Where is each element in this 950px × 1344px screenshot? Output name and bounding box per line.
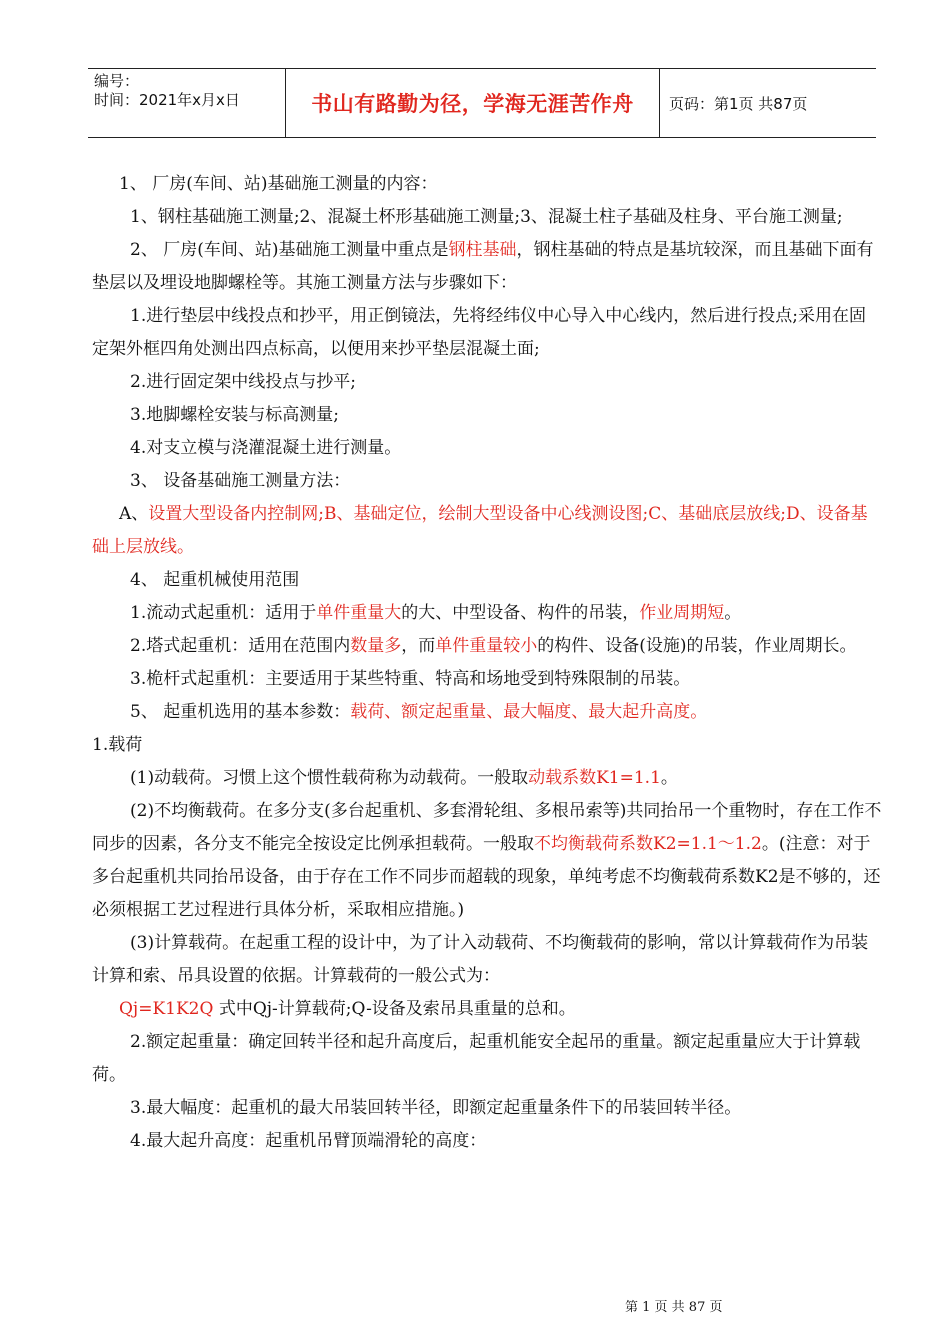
header-motto: 书山有路勤为径，学海无涯苦作舟: [286, 69, 660, 137]
crane-tower: 2.塔式起重机：适用在范围内数量多，而单件重量较小的构件、设备(设施)的吊装，作业周期长。: [130, 636, 857, 656]
unbalanced-load: (2)不均衡载荷。在多分支(多台起重机、多套滑轮组、多根吊索等)共同抬吊一个重物时，存在工作不同步的因素，各分支不能完全按设定比例承担载荷。一般取不均衡载荷系数K2=1.1～1.2。(注意：对于多台起重机共同抬吊设备，由于存在工作不同步而超载的现象，单纯考虑不均衡载荷系数K2是不够的，还必须根据工艺过程进行具体分析，采取相应措施。): [92, 801, 882, 920]
dynamic-load: (1)动载荷。习惯上这个惯性载荷称为动载荷。一般取动载系数K1=1.1。: [130, 768, 678, 788]
formula-line: Qj=K1K2Q 式中Qj-计算载荷;Q-设备及索吊具重量的总和。: [119, 999, 576, 1019]
paragraph-1: 1、钢柱基础施工测量;2、混凝土杯形基础施工测量;3、混凝土柱子基础及柱身、平台施工测量;: [130, 207, 843, 227]
crane-mobile: 1.流动式起重机：适用于单件重量大的大、中型设备、构件的吊装，作业周期短。: [130, 603, 742, 623]
step-4: 4.对支立模与浇灌混凝土进行测量。: [130, 438, 402, 458]
rated-capacity: 2.额定起重量：确定回转半径和起升高度后，起重机能安全起吊的重量。额定起重量应大于计算载荷。: [92, 1032, 861, 1085]
section-heading-1: 1、 厂房(车间、站)基础施工测量的内容：: [119, 174, 438, 194]
header-meta: [88, 69, 286, 137]
header-page-label: 页码：第1页 共87页: [669, 94, 808, 113]
page-footer: 第 1 页 共 87 页: [625, 1300, 723, 1315]
paragraph-equipment-foundation: A、设置大型设备内控制网;B、基础定位，绘制大型设备中心线测设图;C、基础底层放线;D、设备基础上层放线。: [92, 504, 868, 557]
formula: Qj=K1K2Q: [119, 999, 214, 1019]
time-label: 时间：2021年x月x日: [94, 91, 240, 109]
document-body: [92, 168, 882, 1158]
subheading-load: 1.载荷: [92, 735, 143, 755]
step-1: 1.进行垫层中线投点和抄平，用正倒镜法，先将经纬仪中心导入中心线内，然后进行投点;采用在固定架外框四角处测出四点标高，以便用来抄平垫层混凝土面;: [92, 306, 866, 359]
highlight-equipment-steps: 设置大型设备内控制网;B、基础定位，绘制大型设备中心线测设图;C、基础底层放线;D、设备基础上层放线。: [92, 504, 868, 557]
number-label: 编号：: [94, 72, 140, 90]
max-radius: 3.最大幅度：起重机的最大吊装回转半径，即额定起重量条件下的吊装回转半径。: [130, 1098, 742, 1118]
paragraph-2: 2、 厂房(车间、站)基础施工测量中重点是钢柱基础，钢柱基础的特点是基坑较深，而且基础下面有垫层以及埋设地脚螺栓等。其施工测量方法与步骤如下：: [92, 240, 874, 293]
section-heading-5: 5、 起重机选用的基本参数：载荷、额定起重量、最大幅度、最大起升高度。: [130, 702, 708, 722]
step-2: 2.进行固定架中线投点与抄平;: [130, 372, 356, 392]
section-heading-4: 4、 起重机械使用范围: [130, 570, 300, 590]
section-heading-3: 3、 设备基础施工测量方法：: [130, 471, 351, 491]
calculated-load: (3)计算载荷。在起重工程的设计中，为了计入动载荷、不均衡载荷的影响，常以计算载荷作为吊装计算和索、吊具设置的依据。计算载荷的一般公式为：: [92, 933, 869, 986]
max-lift-height: 4.最大起升高度：起重机吊臂顶端滑轮的高度：: [130, 1131, 487, 1151]
page-header: [88, 68, 876, 138]
step-3: 3.地脚螺栓安装与标高测量;: [130, 405, 339, 425]
highlight-steel-column: 钢柱基础: [448, 240, 517, 260]
crane-mast: 3.桅杆式起重机：主要适用于某些特重、特高和场地受到特殊限制的吊装。: [130, 669, 691, 689]
